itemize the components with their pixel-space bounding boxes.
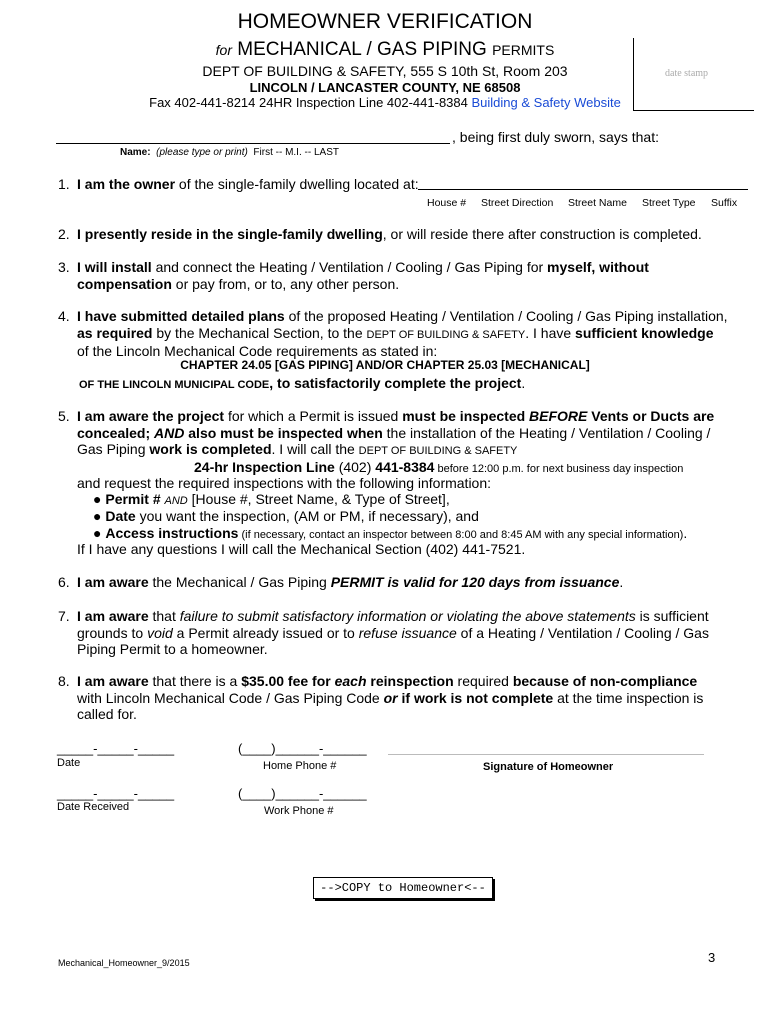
questions-line: If I have any questions I will call the Mechanical Section (402) 441-7521. [77, 541, 526, 557]
item-8-bold: I am aware [77, 673, 149, 689]
for-word: for [215, 42, 233, 58]
contact-numbers: Fax 402-441-8214 24HR Inspection Line 402-441-8384 [149, 95, 468, 110]
address-label-direction: Street Direction [481, 197, 554, 209]
item-8-emphasis: each [334, 673, 367, 689]
item-7-italic: failure to submit satisfactory information or violating the above statements [179, 608, 636, 624]
item-5-text: the installation of the Heating / Ventilation / Cooling / [382, 424, 711, 441]
item-5-emphasis: BEFORE [529, 408, 588, 424]
bullet-permit [93, 491, 450, 507]
copy-to-homeowner-box: -->COPY to Homeowner<-- [313, 877, 493, 899]
address-label-suffix: Suffix [711, 197, 738, 209]
item-3-bold: compensation [77, 275, 172, 292]
item-6-text: . [619, 574, 624, 590]
bullet-access [93, 525, 687, 541]
location: LINCOLN / LANCASTER COUNTY, NE 68508 [249, 80, 521, 95]
signature-line[interactable] [388, 754, 704, 755]
work-phone-field[interactable]: (____)______-______ [238, 786, 367, 801]
municipal-code: OF THE LINCOLN MUNICIPAL CODE [79, 379, 270, 391]
name-parts: First -- M.I. -- LAST [253, 147, 339, 158]
inspection-number: 441-8384 [375, 459, 435, 475]
bullet-bold: Access instructions [105, 525, 239, 541]
chapter-reference: CHAPTER 24.05 [GAS PIPING] AND/OR CHAPTER 25.03 [MECHANICAL] [180, 358, 590, 372]
name-field-line[interactable] [56, 143, 450, 144]
item-3-text: or pay from, or to, any other person. [171, 275, 400, 292]
form-id: Mechanical_Homeowner_9/2015 [58, 958, 190, 968]
item-6-bold: I am aware [77, 574, 149, 590]
date-received-label: Date Received [57, 801, 130, 813]
item-4-bold: sufficient knowledge [575, 324, 714, 341]
item-8-text: required [453, 673, 513, 689]
item-number: 3. [58, 259, 70, 275]
item-5-bold: also must be inspected when [184, 424, 383, 441]
item-4-text: of the Lincoln Mechanical Code requirements as stated in: [77, 343, 438, 359]
home-phone-field[interactable]: (____)______-______ [238, 741, 367, 756]
item-8-text: with Lincoln Mechanical Code / Gas Piping Code [77, 689, 384, 706]
item-number: 5. [58, 408, 70, 424]
municipal-code-line [79, 375, 525, 391]
item-2-bold: I presently reside in the single-family dwelling [77, 226, 383, 242]
item-5-bold: work is completed [149, 441, 272, 457]
item-7-italic: void [147, 624, 173, 641]
item-number: 1. [58, 176, 70, 192]
item-4-text: by the Mechanical Section, to the [152, 324, 367, 341]
inspection-deadline: before 12:00 p.m. for next business day inspection [434, 463, 684, 475]
home-phone-label: Home Phone # [263, 760, 337, 772]
item-6-text: the Mechanical / Gas Piping [148, 574, 331, 590]
item-7-text: that [148, 608, 180, 624]
item-5-text: for which a Permit is issued [224, 408, 403, 424]
inspection-line-label: 24-hr Inspection Line [194, 459, 335, 475]
item-3-bold: I will install [77, 259, 152, 275]
item-4-text: . I have [525, 324, 576, 341]
item-5-text: Gas Piping [77, 441, 150, 457]
item-7-text: a Permit already issued or to [172, 624, 359, 641]
item-8-text: called for. [77, 706, 137, 722]
date-stamp-label: date stamp [665, 68, 709, 79]
bullet-text: . [683, 525, 688, 541]
date-label: Date [57, 757, 81, 769]
bullet-icon: ● [93, 508, 102, 524]
subtitle-text: MECHANICAL / GAS PIPING [237, 39, 487, 60]
name-hint: (please type or print) [156, 147, 248, 158]
work-phone-label: Work Phone # [264, 805, 334, 817]
date-field[interactable]: _____-_____-_____ [57, 741, 175, 756]
bullet-text: [House #, Street Name, & Type of Street], [187, 491, 450, 507]
item-1-text: of the single-family dwelling located at: [175, 176, 419, 192]
item-8-text: at the time inspection is [553, 689, 704, 706]
dept-name: DEPT OF BUILDING & SAFETY [358, 445, 518, 457]
item-5-text: . I will call the [271, 441, 359, 457]
item-1-bold: I am the owner [77, 176, 176, 192]
item-number: 6. [58, 574, 70, 590]
bullet-icon: ● [93, 491, 102, 507]
item-8-text: that there is a [148, 673, 242, 689]
item-number: 2. [58, 226, 70, 242]
item-8-bold: reinspection [366, 673, 454, 689]
item-5-emphasis: AND [154, 424, 185, 441]
item-4-text: . [521, 375, 526, 391]
item-8-bold: if work is not complete [397, 689, 554, 706]
item-7-text: is sufficient [635, 608, 709, 624]
website-link[interactable]: Building & Safety Website [471, 95, 621, 110]
item-4-bold: I have submitted detailed plans [77, 308, 285, 324]
document-title: HOMEOWNER VERIFICATION [237, 10, 533, 33]
inspection-area-code: (402) [334, 459, 376, 475]
item-8-bold: because of non-compliance [512, 673, 698, 689]
bullet-icon: ● [93, 525, 102, 541]
name-label-title: Name: [120, 147, 151, 158]
item-3-bold: myself, without [547, 259, 649, 275]
item-2-text: , or will reside there after construction is completed. [382, 226, 702, 242]
page-number: 3 [708, 950, 716, 965]
item-4-text: of the proposed Heating / Ventilation / Cooling / Gas Piping installation, [284, 308, 728, 324]
bullet-bold: Date [105, 508, 136, 524]
address-label-type: Street Type [642, 197, 696, 209]
item-number: 4. [58, 308, 70, 324]
item-7-text: Piping Permit to a homeowner. [77, 641, 268, 657]
item-3-text: and connect the Heating / Ventilation / Cooling / Gas Piping for [151, 259, 548, 275]
request-instructions: and request the required inspections with the following information: [77, 475, 492, 491]
item-number: 7. [58, 608, 70, 624]
bullet-text: you want the inspection, (AM or PM, if necessary), and [135, 508, 479, 524]
item-7-italic: refuse issuance [358, 624, 457, 641]
item-7-text: of a Heating / Ventilation / Cooling / Gas [456, 624, 709, 641]
item-4-bold: as required [77, 324, 153, 341]
dept-address: DEPT OF BUILDING & SAFETY, 555 S 10th St, Room 203 [202, 63, 568, 79]
item-number: 8. [58, 673, 70, 689]
dept-name: DEPT OF BUILDING & SAFETY [366, 328, 526, 341]
address-field-line[interactable] [418, 189, 748, 190]
item-5-bold: must be inspected [402, 408, 530, 424]
inspection-line [194, 459, 683, 475]
bullet-and: AND [164, 495, 188, 507]
item-8-emphasis: or [383, 689, 398, 706]
item-8-bold: $35.00 fee for [241, 673, 335, 689]
item-6-emphasis: PERMIT is valid for 120 days from issuance [330, 574, 620, 590]
item-5-bold: I am aware the project [77, 408, 225, 424]
address-label-name: Street Name [568, 197, 627, 209]
item-4-bold: , to satisfactorily complete the project [269, 375, 522, 391]
date-received-field[interactable]: _____-_____-_____ [57, 786, 175, 801]
sworn-statement: , being first duly sworn, says that: [452, 129, 659, 145]
permits-word: PERMITS [492, 42, 555, 58]
bullet-bold: Permit # [105, 491, 165, 507]
bullet-text: (if necessary, contact an inspector between 8:00 and 8:45 AM with any special information) [238, 529, 684, 541]
bullet-date [93, 508, 479, 524]
item-5-bold: concealed; [77, 424, 155, 441]
signature-label: Signature of Homeowner [483, 761, 614, 773]
item-7-bold: I am aware [77, 608, 149, 624]
item-5-bold: Vents or Ducts are [587, 408, 715, 424]
item-7-text: grounds to [77, 624, 148, 641]
name-label [120, 147, 339, 158]
address-label-house: House # [427, 197, 467, 209]
